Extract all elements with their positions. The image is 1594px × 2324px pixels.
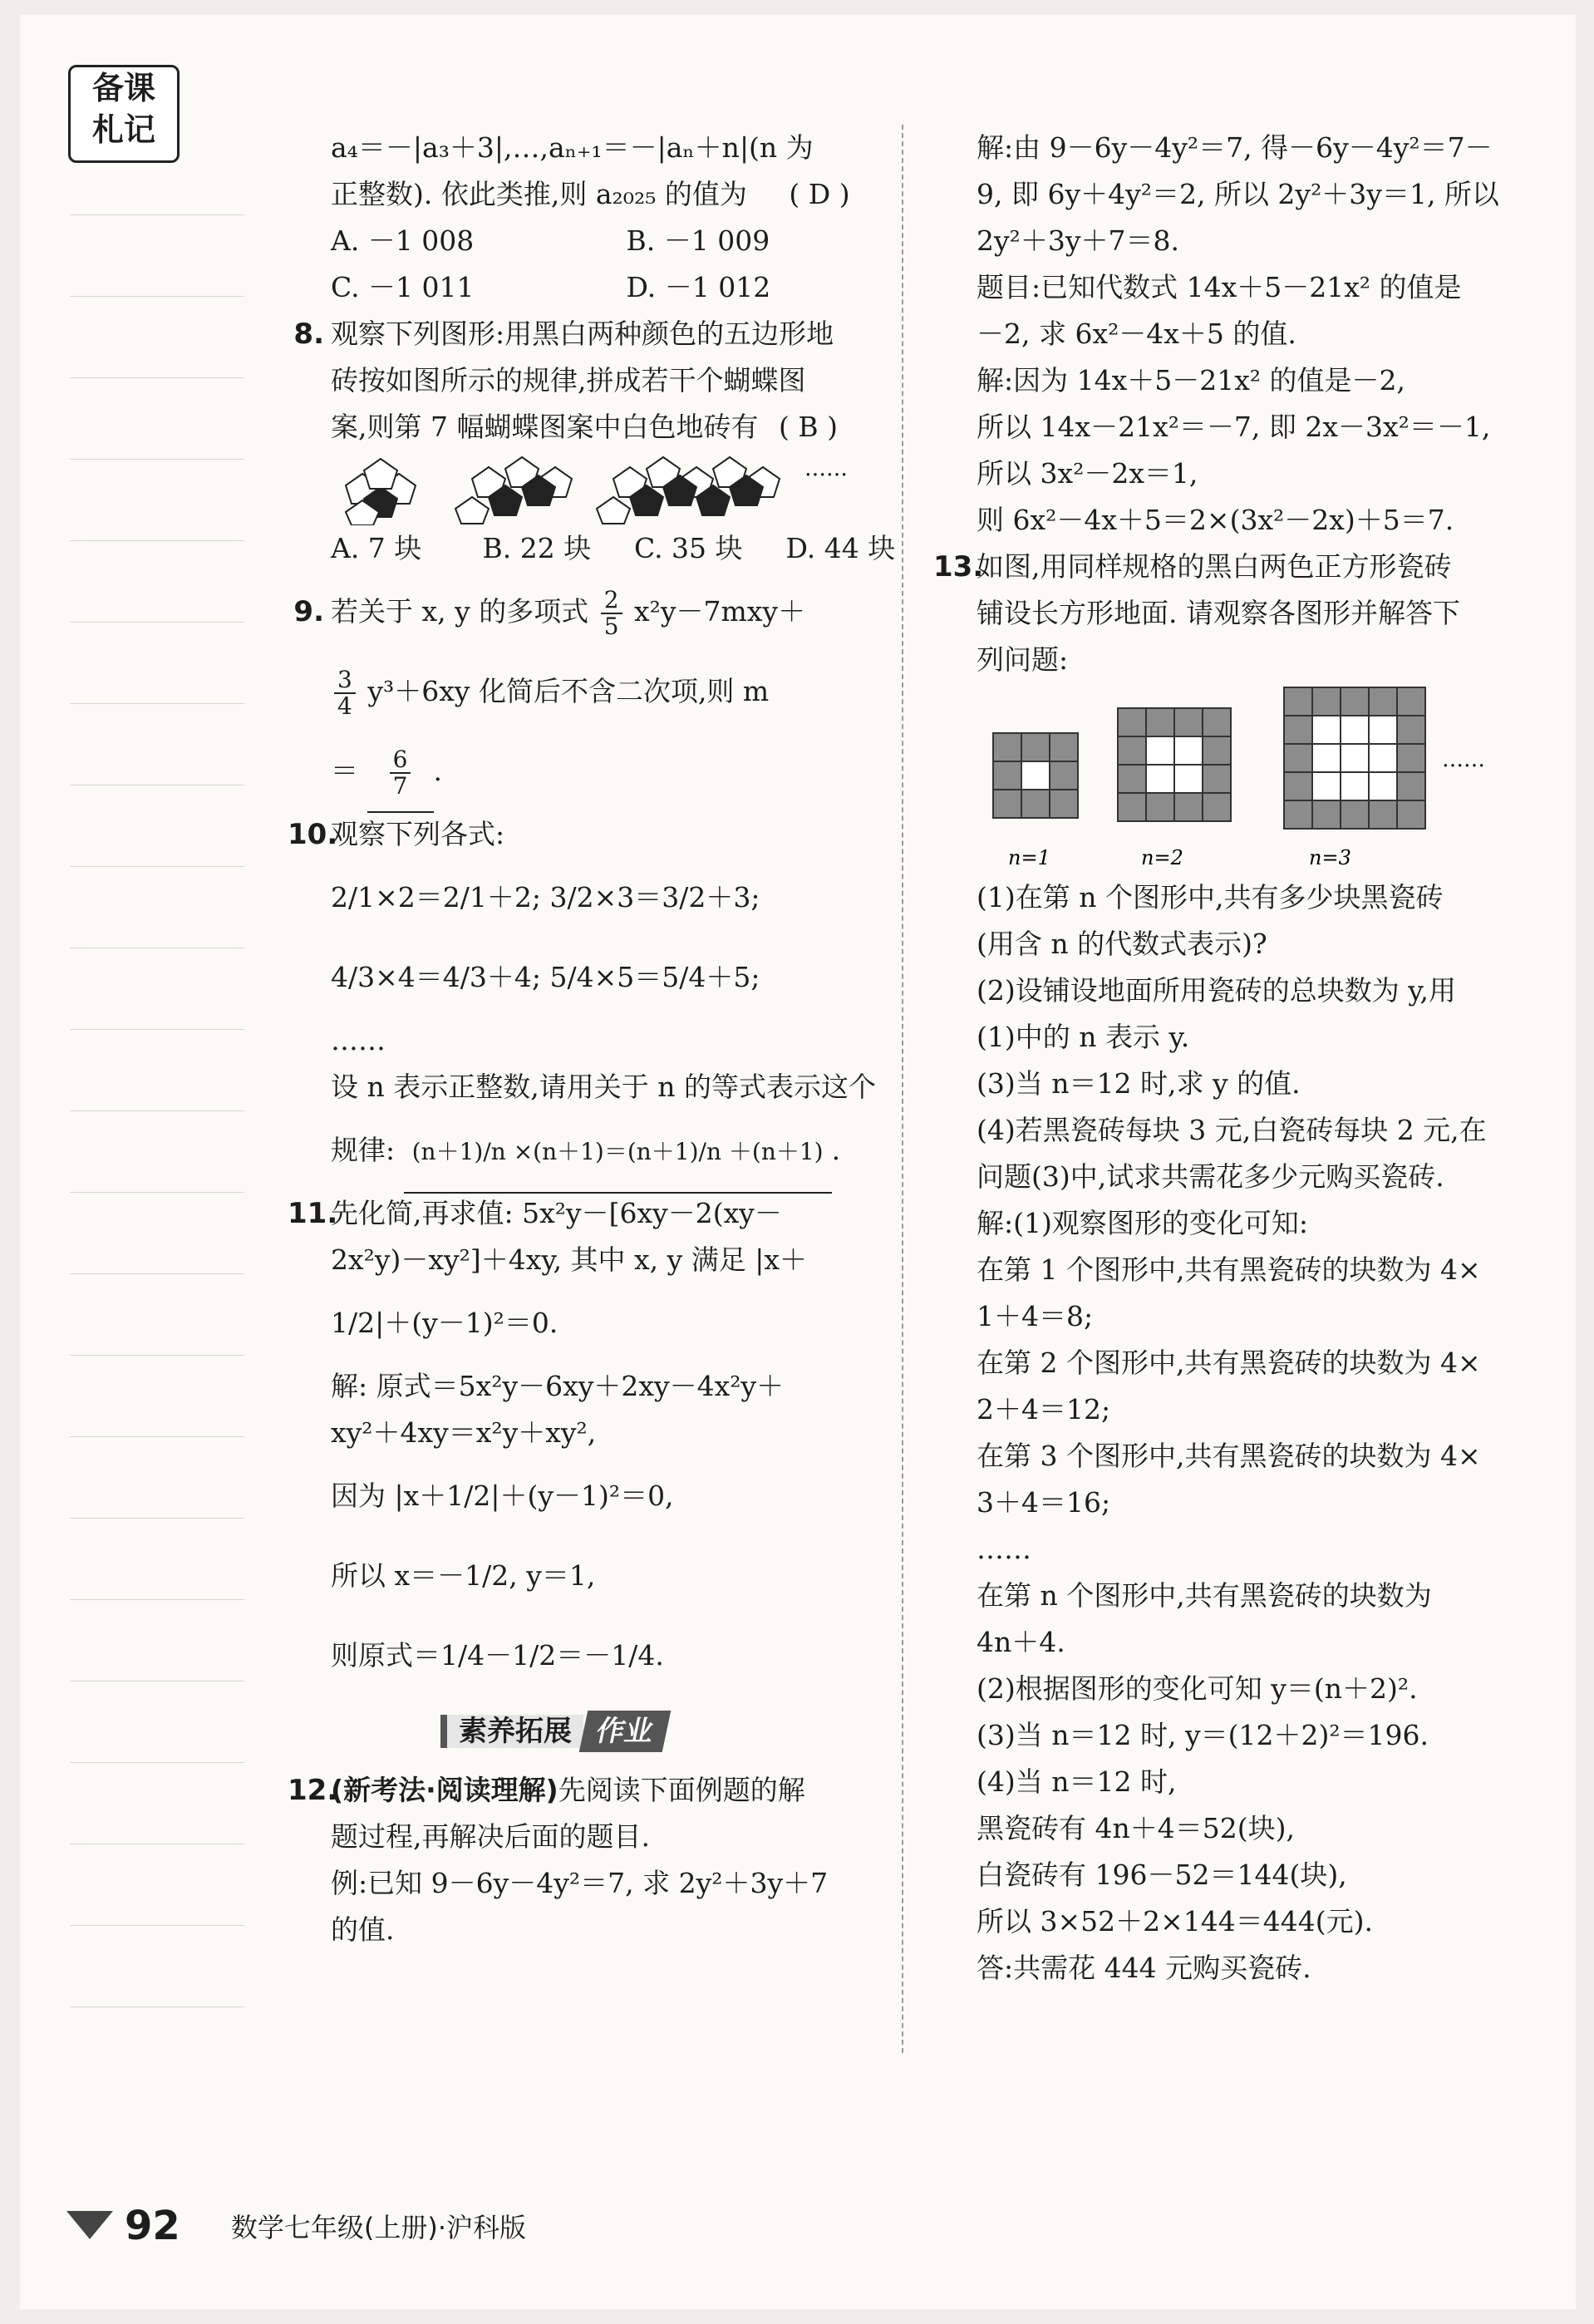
- white-tile: [1021, 761, 1050, 790]
- white-tile: [1312, 716, 1341, 744]
- badge-line1: 备课: [91, 70, 155, 106]
- black-tile: [1118, 736, 1146, 765]
- white-tile: [1369, 716, 1397, 744]
- black-tile: [1203, 793, 1231, 821]
- q7-option-a: A. －1 008: [331, 224, 475, 257]
- q12-sol-line1: 解:由 9－6y－4y²＝7, 得－6y－4y²＝7－: [977, 131, 1493, 164]
- q9-line1: [291, 572, 889, 652]
- black-tile: [1284, 800, 1312, 829]
- black-tile: [1397, 800, 1425, 829]
- q13-sol5: 2＋4＝12;: [977, 1393, 1111, 1425]
- tile-figure-n1: [993, 733, 1078, 818]
- q11-number: 11.: [288, 1197, 338, 1230]
- q9-f2-num: 3: [334, 667, 356, 694]
- banner-title: 素养拓展: [440, 1715, 583, 1748]
- q12-task-line2: －2, 求 6x²－4x＋5 的值.: [977, 318, 1296, 350]
- section-banner: [440, 1711, 667, 1752]
- q13-p4b: 问题(3)中,试求共需花多少元购买瓷砖.: [977, 1160, 1444, 1193]
- black-tile: [1146, 708, 1174, 736]
- q11-line3: 1/2|＋(y－1)²＝0.: [331, 1307, 558, 1339]
- black-tile: [1369, 800, 1397, 829]
- page-number: 92: [125, 2203, 180, 2249]
- q8-text1: 观察下列图形:用黑白两种颜色的五边形地: [331, 318, 834, 350]
- q11-sol5: 则原式＝1/4－1/2＝－1/4.: [331, 1639, 664, 1672]
- q13-p4: (4)若黑瓷砖每块 3 元,白瓷砖每块 2 元,在: [977, 1114, 1487, 1146]
- q13-line1: [933, 544, 1517, 590]
- white-tile: [1312, 772, 1341, 800]
- q7-option-d: D. －1 012: [626, 271, 771, 303]
- q7-line2-text: 正整数). 依此类推,则 a₂₀₂₅ 的值为: [331, 178, 747, 210]
- q8-butterfly-figures: [291, 451, 889, 525]
- black-tile: [1312, 800, 1341, 829]
- q10-line3: 设 n 表示正整数,请用关于 n 的等式表示这个: [331, 1071, 876, 1103]
- black-tile: [1284, 772, 1312, 800]
- right-column: [933, 125, 1517, 1992]
- black-tile: [1312, 687, 1341, 716]
- q11-line2: 2x²y)－xy²]＋4xy, 其中 x, y 满足 |x＋: [331, 1243, 807, 1276]
- q13-p1: (1)在第 n 个图形中,共有多少块黑瓷砖: [977, 881, 1444, 913]
- black-tile: [1118, 708, 1146, 736]
- black-tile: [1397, 744, 1425, 772]
- black-tile: [1050, 761, 1078, 790]
- q11-sol4: 所以 x＝－1/2, y＝1,: [331, 1559, 596, 1592]
- q13-text1: 如图,用同样规格的黑白两色正方形瓷砖: [977, 550, 1452, 583]
- q12-task-sol1: 解:因为 14x＋5－21x² 的值是－2,: [977, 364, 1406, 396]
- black-tile: [1021, 790, 1050, 818]
- footer-arrow-icon: [66, 2211, 113, 2239]
- black-tile: [1021, 733, 1050, 761]
- q8-text3: 案,则第 7 幅蝴蝶图案中白色地砖有: [331, 411, 759, 443]
- q8-option-c: C. 35 块: [634, 532, 743, 564]
- q9-line3: [291, 731, 889, 811]
- q13-sol7: 3＋4＝16;: [977, 1486, 1111, 1519]
- note-margin-lines: [70, 214, 244, 2126]
- q13-p1b: (用含 n 的代数式表示)?: [977, 928, 1267, 960]
- q7-options-cd: [291, 264, 889, 311]
- black-tile: [1174, 708, 1203, 736]
- q9-fraction-3-4: [334, 667, 356, 719]
- q8-answer: ( B ): [778, 411, 838, 443]
- q10-row1: 2/1×2＝2/1＋2; 3/2×3＝3/2＋3;: [331, 881, 760, 913]
- q13-sol17: 答:共需花 444 元购买瓷砖.: [977, 1952, 1311, 1984]
- white-tile: [1146, 736, 1174, 765]
- q11-sol1: 解: 原式＝5x²y－6xy＋2xy－4x²y＋: [331, 1370, 785, 1402]
- q9-f1-num: 2: [601, 588, 622, 614]
- white-tile: [1174, 736, 1203, 765]
- q9-text-mid: x²y－7mxy＋: [634, 595, 806, 628]
- q13-p3: (3)当 n＝12 时,求 y 的值.: [977, 1067, 1301, 1100]
- q7-option-c: C. －1 011: [331, 271, 475, 303]
- white-tile: [1341, 744, 1369, 772]
- q7-options-ab: [291, 218, 889, 264]
- black-tile: [1203, 708, 1231, 736]
- badge-line2: 札记: [91, 111, 155, 148]
- black-tile: [1369, 687, 1397, 716]
- q13-sol13: (4)当 n＝12 时,: [977, 1765, 1177, 1798]
- white-tile: [1341, 772, 1369, 800]
- q13-sol8: ……: [977, 1533, 1031, 1565]
- q9-text-line2: y³＋6xy 化简后不含二次项,则 m: [367, 675, 770, 707]
- q13-line2: 铺设长方形地面. 请观察各图形并解答下: [977, 597, 1460, 629]
- q9-text-pre: 若关于 x, y 的多项式: [331, 595, 589, 628]
- q7-answer: ( D ): [789, 178, 850, 210]
- black-tile: [1146, 793, 1174, 821]
- q10-line4: [291, 1110, 889, 1190]
- notes-badge: [68, 65, 180, 163]
- q12-task-sol4: 则 6x²－4x＋5＝2×(3x²－2x)＋5＝7.: [977, 504, 1454, 536]
- white-tile: [1312, 744, 1341, 772]
- q13-sol6: 在第 3 个图形中,共有黑瓷砖的块数为 4×: [977, 1440, 1481, 1472]
- q8-figure-dots: ……: [804, 456, 846, 481]
- q13-line3: 列问题:: [977, 643, 1069, 676]
- q9-equals: ＝: [331, 755, 358, 787]
- q9-period: .: [433, 755, 442, 787]
- q13-sol2: 在第 1 个图形中,共有黑瓷砖的块数为 4×: [977, 1253, 1481, 1286]
- white-tile: [1341, 716, 1369, 744]
- white-tile: [1369, 772, 1397, 800]
- q8-number: 8.: [293, 318, 324, 351]
- black-tile: [1284, 716, 1312, 744]
- left-column: [288, 125, 896, 1953]
- black-tile: [1203, 765, 1231, 793]
- q13-sol1: 解:(1)观察图形的变化可知:: [977, 1207, 1308, 1239]
- q12-task-sol3: 所以 3x²－2x＝1,: [977, 457, 1198, 490]
- q9-line2: [291, 652, 889, 731]
- q11-line1: [288, 1190, 889, 1237]
- q7-line2: [291, 171, 889, 218]
- black-tile: [1341, 800, 1369, 829]
- q7-line1: a₄＝－|a₃＋3|,…,aₙ₊₁＝－|aₙ＋n|(n 为: [331, 131, 814, 164]
- q13-number: 13.: [933, 550, 984, 583]
- tile-label-n1: n=1: [1008, 846, 1050, 869]
- q10-line1: [288, 811, 889, 858]
- q12-line1: [288, 1767, 889, 1814]
- white-tile: [1369, 744, 1397, 772]
- q13-sol4: 在第 2 个图形中,共有黑瓷砖的块数为 4×: [977, 1347, 1481, 1379]
- q12-line3: 例:已知 9－6y－4y²＝7, 求 2y²＋3y＋7: [331, 1867, 829, 1899]
- q11-text1: 先化简,再求值: 5x²y－[6xy－2(xy－: [331, 1197, 782, 1229]
- q13-p2b: (1)中的 n 表示 y.: [977, 1021, 1190, 1053]
- black-tile: [993, 733, 1021, 761]
- black-tile: [1284, 744, 1312, 772]
- q12-line2: 题过程,再解决后面的题目.: [331, 1820, 650, 1853]
- black-tile: [993, 790, 1021, 818]
- book-title: 数学七年级(上册)·沪科版: [230, 2212, 527, 2243]
- q13-sol11: (2)根据图形的变化可知 y＝(n＋2)².: [977, 1672, 1418, 1705]
- q9-number: 9.: [293, 595, 324, 628]
- q10-rule-label: 规律:: [331, 1134, 396, 1166]
- q12-task-sol2: 所以 14x－21x²＝－7, 即 2x－3x²＝－1,: [977, 411, 1491, 443]
- q13-sol10: 4n＋4.: [977, 1626, 1065, 1658]
- q8-option-b: B. 22 块: [482, 532, 592, 564]
- butterfly-pentagon-patterns: [331, 451, 846, 525]
- q10-dots: ……: [331, 1024, 386, 1056]
- q12-text1: 先阅读下面例题的解: [558, 1774, 805, 1806]
- q12-task-line1: 题目:已知代数式 14x＋5－21x² 的值是: [977, 271, 1462, 303]
- page-footer: [66, 2203, 526, 2249]
- q8-line2: 砖按如图所示的规律,拼成若干个蝴蝶图: [331, 364, 806, 396]
- tile-label-n3: n=3: [1309, 846, 1351, 869]
- tile-figure-n2: [1118, 708, 1231, 821]
- q13-sol3: 1＋4＝8;: [977, 1300, 1094, 1332]
- q13-sol9: 在第 n 个图形中,共有黑瓷砖的块数为: [977, 1579, 1432, 1612]
- q8-option-a: A. 7 块: [331, 532, 422, 564]
- tile-label-n2: n=2: [1141, 846, 1183, 869]
- q12-number: 12.: [288, 1774, 338, 1807]
- q12-tag: (新考法·阅读理解): [331, 1774, 558, 1806]
- black-tile: [1397, 716, 1425, 744]
- black-tile: [1118, 765, 1146, 793]
- q9-fraction-2-5: [601, 588, 622, 639]
- q9-f2-den: 4: [337, 692, 352, 720]
- black-tile: [1203, 736, 1231, 765]
- q13-sol15: 白瓷砖有 196－52＝144(块),: [977, 1859, 1347, 1891]
- q9-answer-den: 7: [392, 772, 408, 800]
- q10-row2: 4/3×4＝4/3＋4; 5/4×5＝5/4＋5;: [331, 961, 760, 993]
- q10-answer-blank: (n＋1)/n ×(n＋1)＝(n＋1)/n ＋(n＋1): [404, 1112, 832, 1194]
- q12-line4: 的值.: [331, 1913, 395, 1946]
- tile-grid-patterns: [977, 683, 1492, 874]
- black-tile: [1284, 687, 1312, 716]
- q9-answer-blank: [367, 731, 434, 813]
- column-divider: [902, 125, 903, 2053]
- q10-number: 10.: [288, 818, 338, 851]
- q13-p2: (2)设铺设地面所用瓷砖的总块数为 y,用: [977, 974, 1456, 1007]
- q12-sol-line2: 9, 即 6y＋4y²＝2, 所以 2y²＋3y＝1, 所以: [977, 178, 1499, 210]
- white-tile: [1146, 765, 1174, 793]
- q8-line3: [291, 404, 889, 451]
- q9-answer-fraction: [390, 747, 411, 799]
- q9-f1-den: 5: [603, 613, 619, 640]
- q11-sol2: xy²＋4xy＝x²y＋xy²,: [331, 1416, 597, 1449]
- black-tile: [1397, 772, 1425, 800]
- white-tile: [1174, 765, 1203, 793]
- black-tile: [1174, 793, 1203, 821]
- q10-period: .: [831, 1134, 841, 1166]
- q10-head: 观察下列各式:: [331, 818, 505, 850]
- black-tile: [1341, 687, 1369, 716]
- black-tile: [1397, 687, 1425, 716]
- q13-sol12: (3)当 n＝12 时, y＝(12＋2)²＝196.: [977, 1719, 1429, 1751]
- black-tile: [1050, 790, 1078, 818]
- q8-option-d: D. 44 块: [785, 532, 896, 564]
- q8-line1: [291, 311, 889, 357]
- q12-sol-line3: 2y²＋3y＋7＝8.: [977, 224, 1179, 257]
- banner-tag: 作业: [579, 1711, 672, 1752]
- black-tile: [1050, 733, 1078, 761]
- tile-figure-n3: [1284, 687, 1425, 829]
- black-tile: [993, 761, 1021, 790]
- q13-sol14: 黑瓷砖有 4n＋4＝52(块),: [977, 1812, 1295, 1844]
- q11-sol3: 因为 |x＋1/2|＋(y－1)²＝0,: [331, 1480, 674, 1512]
- q13-sol16: 所以 3×52＋2×144＝444(元).: [977, 1905, 1373, 1937]
- black-tile: [1118, 793, 1146, 821]
- q7-option-b: B. －1 009: [626, 224, 770, 257]
- tile-figure-dots: ……: [1442, 747, 1485, 772]
- q9-answer-num: 6: [390, 747, 411, 774]
- q13-tile-figures: [977, 683, 1517, 874]
- q8-options: [291, 525, 896, 572]
